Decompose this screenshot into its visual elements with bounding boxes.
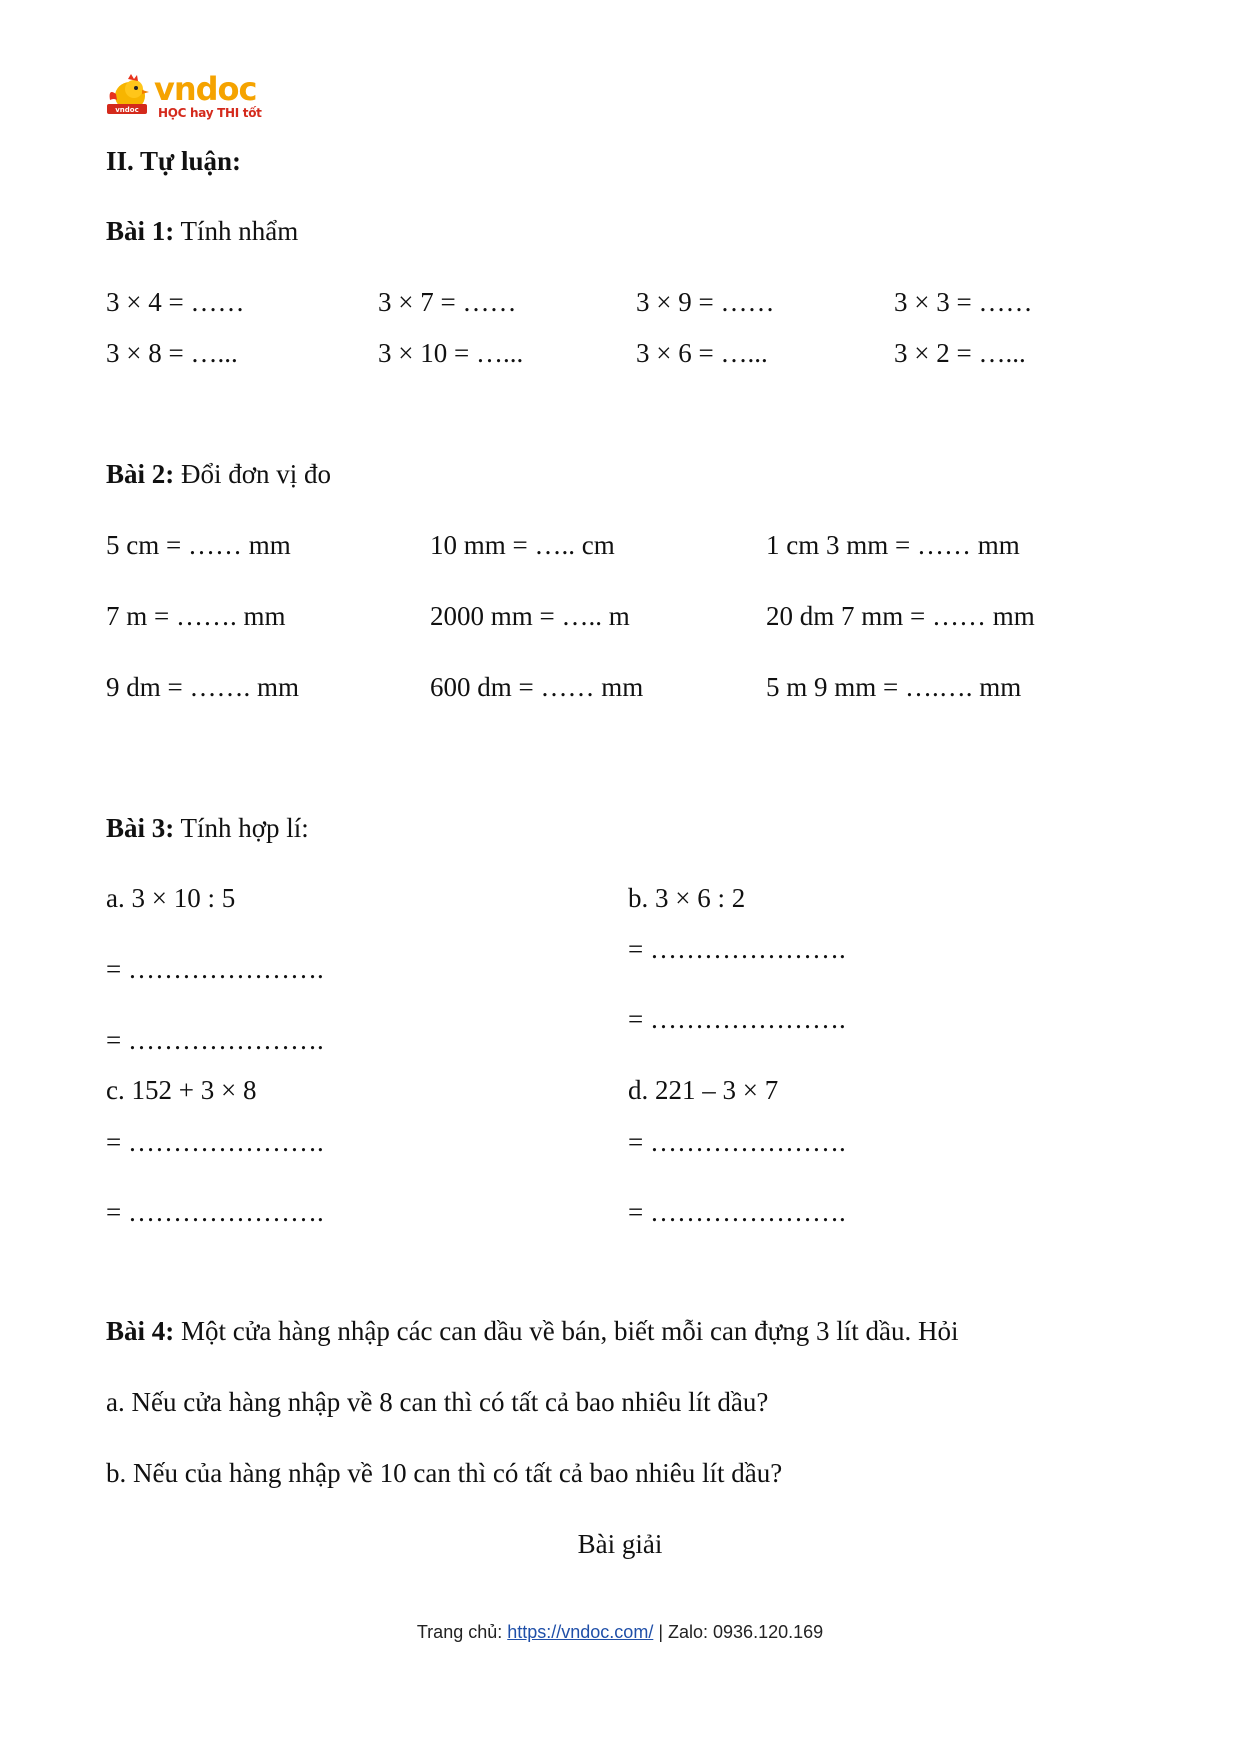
bai1-heading: Bài 1: Tính nhẩm: [106, 216, 299, 246]
bai3-c-expression: c. 152 + 3 × 8: [106, 1075, 257, 1105]
footer-home-link[interactable]: https://vndoc.com/: [507, 1622, 654, 1642]
bai4-question-b: b. Nếu của hàng nhập về 10 can thì có tất cả bao nhiêu lít dầu?: [106, 1458, 783, 1488]
bai2-item: 9 dm = ……. mm: [106, 672, 299, 702]
bai3-b-answer-line: = ………………….: [628, 1004, 846, 1034]
bai3-d-expression: d. 221 – 3 × 7: [628, 1075, 779, 1105]
bai1-item: 3 × 9 = ……: [636, 287, 775, 317]
bai3-b-answer-line: = ………………….: [628, 934, 846, 964]
bai3-c-answer-line: = ………………….: [106, 1197, 324, 1227]
bai2-item: 20 dm 7 mm = …… mm: [766, 601, 1035, 631]
bai1-item: 3 × 8 = …...: [106, 338, 238, 368]
bai3-d-answer-line: = ………………….: [628, 1127, 846, 1157]
bai3-c-answer-line: = ………………….: [106, 1127, 324, 1157]
bai1-item: 3 × 10 = …...: [378, 338, 524, 368]
section-title: II. Tự luận:: [106, 146, 242, 176]
bai1-item: 3 × 6 = …...: [636, 338, 768, 368]
vndoc-logo[interactable]: [104, 70, 264, 126]
bai2-item: 5 cm = …… mm: [106, 530, 291, 560]
page-footer: [0, 1622, 1240, 1643]
logo-wordmark: vndoc: [154, 70, 257, 108]
bai2-item: 600 dm = …… mm: [430, 672, 644, 702]
logo-slogan: HỌC hay THI tốt: [158, 106, 262, 120]
bai4-question-a: a. Nếu cửa hàng nhập về 8 can thì có tất cả bao nhiêu lít dầu?: [106, 1387, 769, 1417]
bai3-a-answer-line: = ………………….: [106, 954, 324, 984]
bai1-item: 3 × 2 = …...: [894, 338, 1026, 368]
footer-home-label: Trang chủ:: [416, 1622, 508, 1642]
bai3-a-expression: a. 3 × 10 : 5: [106, 883, 236, 913]
bai2-item: 7 m = ……. mm: [106, 601, 286, 631]
bai2-item: 5 m 9 mm = ….…. mm: [766, 672, 1022, 702]
footer-zalo: | Zalo: 0936.120.169: [653, 1622, 824, 1642]
bai2-item: 10 mm = ….. cm: [430, 530, 615, 560]
solution-heading: Bài giải: [577, 1529, 663, 1559]
bai3-d-answer-line: = ………………….: [628, 1197, 846, 1227]
bai2-item: 1 cm 3 mm = …… mm: [766, 530, 1020, 560]
bai1-item: 3 × 3 = ……: [894, 287, 1033, 317]
bai3-b-expression: b. 3 × 6 : 2: [628, 883, 746, 913]
bai3-a-answer-line: = ………………….: [106, 1025, 324, 1055]
bai4-heading: Bài 4: Một cửa hàng nhập các can dầu về bán, biết mỗi can đựng 3 lít dầu. Hỏi: [106, 1316, 959, 1346]
bai1-item: 3 × 4 = ……: [106, 287, 245, 317]
bai2-item: 2000 mm = ….. m: [430, 601, 630, 631]
bai1-item: 3 × 7 = ……: [378, 287, 517, 317]
chicken-mascot-icon: [104, 72, 152, 120]
bai2-heading: Bài 2: Đổi đơn vị đo: [106, 459, 332, 489]
bai3-heading: Bài 3: Tính hợp lí:: [106, 813, 309, 843]
svg-text:vndoc: vndoc: [115, 106, 139, 114]
